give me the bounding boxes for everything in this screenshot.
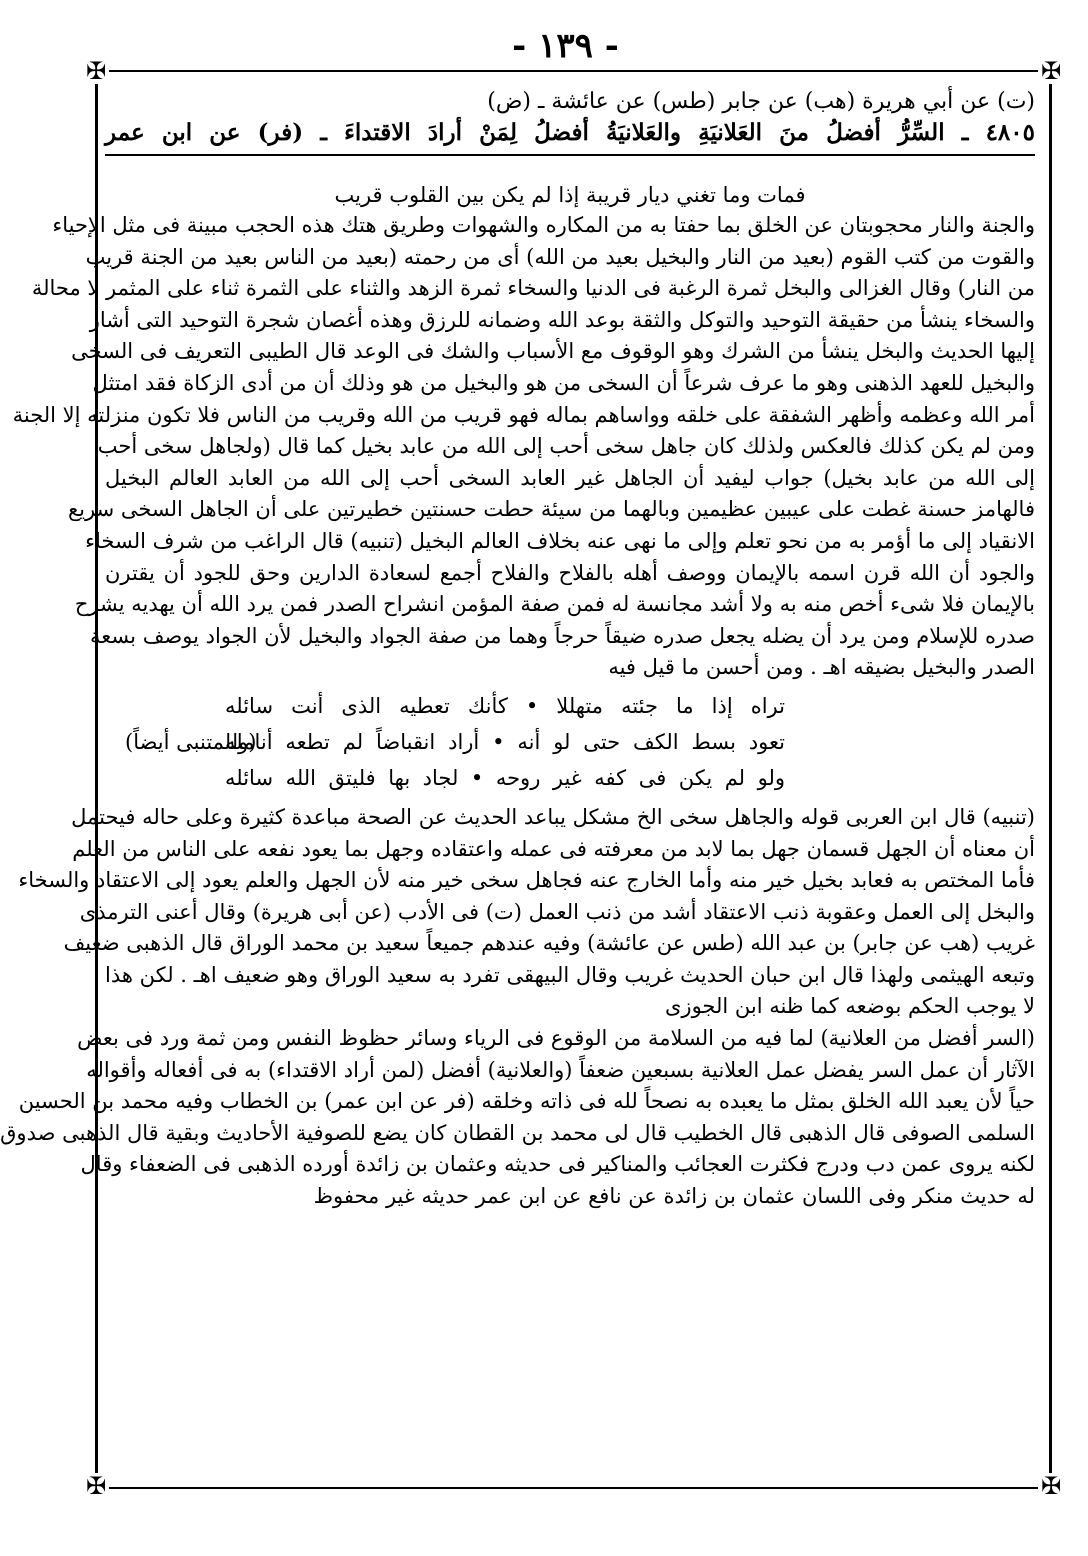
- text-line: صدره للإسلام ومن يرد أن يضله يجعل صدره ضيقاً حرجاً وهما من صفة الجواد والبخيل لأن الجواد يوصف بسعة: [90, 623, 1035, 648]
- text-line: له حديث منكر وفى اللسان عثمان بن زائدة عن نافع عن ابن عمر حديثه غير محفوظ: [313, 1184, 1035, 1209]
- text-line: بالإيمان فلا شىء أخص منه به ولا أشد مجانسة له فمن صفة المؤمن انشراح الصدر فمن يرد الله أن يهديه يشرح: [74, 592, 1035, 617]
- page-number: - ١٣٩ -: [512, 26, 619, 66]
- text-line: والسخاء ينشأ من حقيقة التوحيد والتوكل والثقة بوعد الله وضمانه للرزق وهذه أغصان شجرة التوحيد التى أشار: [89, 307, 1035, 332]
- text-line: من النار) وقال الغزالى والبخل ثمرة الرغبة فى الدنيا والسخاء ثمرة الزهد والثناء على الثمرة ثناء على المثمر لا محالة: [31, 276, 1035, 301]
- text-line: الآثار أن عمل السر يفضل عمل العلانية بسبعين ضعفاً (والعلانية) أفضل (لمن أراد الاقتداء) به فى أفعاله وأقواله: [86, 1057, 1035, 1082]
- text-line: فأما المختص به فعابد بخيل خير منه وأما الخارج عنه فجاهل سخى خير منه لأن الجهل والعلم يعود إلى الاعتقاد والسخاء: [18, 868, 1035, 893]
- text-line: إليها الحديث والبخل ينشأ من الشرك وهو الوقوف مع الأسباب والشك فى الوعد قال الطيبى التعريف فى السخى: [71, 339, 1035, 364]
- text-line: الصدر والبخيل بضيقه اهـ . ومن أحسن ما قيل فيه: [608, 655, 1035, 680]
- text-line: ومن لم يكن كذلك فالعكس ولذلك كان جاهل سخى أحب إلى الله من عابد بخيل كما قال (ولجاهل سخى أحب: [97, 434, 1035, 459]
- frame-right-border: [1049, 70, 1052, 1487]
- poem-attribution: (وللمتنبى أيضاً): [125, 729, 257, 754]
- header-source-line: (ت) عن أبي هريرة (هب) عن جابر (طس) عن عائشة ـ (ض): [487, 89, 1035, 114]
- text-line: والقوت من كتب القوم (بعيد من النار والبخيل بعيد من الله) أى من رحمته (بعيد من الناس بعيد من الجنة قريب: [85, 244, 1035, 269]
- text-line: لا يوجب الحكم بوضعه كما ظنه ابن الجوزى: [664, 994, 1035, 1019]
- commentary-paragraph-3: [0, 1023, 1035, 1213]
- text-line: والبخل إلى العمل وعقوبة ذنب الاعتقاد أشد من ذنب العمل (ت) فى الأدب (عن أبى هريرة) وقال أعنى الترمذى: [79, 899, 1035, 924]
- corner-ornament-icon: ✠: [83, 58, 109, 84]
- page-content: [0, 86, 1036, 1213]
- text-line: وتبعه الهيثمى ولهذا قال ابن حبان الحديث غريب وقال البيهقى تفرد به سعيد الوراق وهو ضعيف اهـ . لكن هذا: [105, 962, 1036, 987]
- verse-top: فمات وما تغني ديار قريبة إذا لم يكن بين القلوب قريب: [334, 183, 806, 207]
- text-line: فالهامز حسنة غطت على عيبين عظيمين وبالهما من سيئة حطت حسنتين خطيرتين على أن الجاهل السخى سريع: [67, 497, 1035, 522]
- text-line: الانقياد إلى ما أؤمر به من نحو تعلم وإلى ما نهى عنه بخلاف العالم البخيل (تنبيه) قال الراغب من شرف السخاء: [85, 528, 1035, 553]
- corner-ornament-icon: ✠: [83, 1473, 109, 1499]
- poem-block: [105, 688, 1035, 798]
- text-line: إلى الله من عابد بخيل) جواب ليفيد أن الجاهل غير العابد السخى أحب إلى الله من العابد العالم البخيل: [105, 465, 1035, 490]
- commentary-paragraph-2: [18, 802, 1036, 1023]
- text-line: (السر أفضل من العلانية) لما فيه من السلامة من الوقوع فى الرياء وسائر حظوظ النفس ومن ثمة ورد فى بعض: [77, 1026, 1035, 1051]
- corner-ornament-icon: ✠: [1038, 58, 1064, 84]
- text-line: السلمى الصوفى قال الذهبى قال الخطيب قال لى محمد بن القطان كان يضع للصوفية الأحاديث وبقية قال الذهبى صدوق: [0, 1120, 1035, 1145]
- text-line: أن معناه أن الجهل قسمان جهل بما لابد من معرفته فى عمله واعتقاده وجهل بما يعود نفعه على الناس من العلم: [72, 836, 1035, 861]
- text-line: (تنبيه) قال ابن العربى قوله والجاهل سخى الخ مشكل يباعد الحديث عن الصحة مباعدة كثيرة وعلى حاله فيحتمل: [71, 804, 1035, 829]
- hadith-text: ٤٨٠٥ ـ السِّرُّ أفضلُ منَ العَلانيَةِ والعَلانيَةُ أفضلُ لِمَنْ أرادَ الاقتداءَ ـ (فر) عن ابن عمر: [105, 119, 1035, 146]
- text-line: والجود أن الله قرن اسمه بالإيمان ووصف أهله بالفلاح والفلاح أجمع لسعادة الدارين وحق للجود أن يقترن: [105, 560, 1035, 585]
- text-line: والجنة والنار محجوبتان عن الخلق بما حفتا به من المكاره والشهوات وطريق هتك هذه الحجب مبينة فى مثل الإحياء: [52, 213, 1035, 237]
- corner-ornament-icon: ✠: [1038, 1473, 1064, 1499]
- text-line: لكنه يروى عمن دب ودرج فكثرت العجائب والمناكير فى حديثه وعثمان بن زائدة أورده الذهبى فى الضعفاء وقال: [80, 1152, 1035, 1177]
- text-line: والبخيل للعهد الذهنى وهو ما عرف شرعاً أن السخى من هو والبخيل من هو وذلك أن من أدى الزكاة فقد امتثل: [92, 370, 1035, 395]
- poem-line: تراه إذا ما جئته متهللا • كأنك تعطيه الذى أنت سائله: [225, 693, 785, 718]
- text-line: أمر الله وعظمه وأظهر الشفقة على خلقه وواساهم بماله فهو قريب من الله وقريب من الناس فلا تكون منزلته إلا الجنة: [12, 402, 1035, 427]
- poem-line: ولو لم يكن فى كفه غير روحه • لجاد بها فليتق الله سائله: [225, 765, 785, 790]
- text-line: حياً لأن يعبد الله الخلق بمثل ما يعبده به نصحاً لله فى ذاته وخلقه (فر عن ابن عمر) بن الخطاب وفيه محمد بن الحسين: [18, 1089, 1035, 1114]
- poem-line: تعود بسط الكف حتى لو أنه • أراد انقباضاً لم تطعه أنامله: [225, 729, 785, 754]
- text-line: غريب (هب عن جابر) بن عبد الله (طس عن عائشة) وفيه عندهم جميعاً سعيد بن محمد الوراق قال الذهبى ضعيف: [63, 931, 1035, 956]
- commentary-paragraph-1: [12, 210, 1035, 684]
- header-separator: [105, 154, 1035, 182]
